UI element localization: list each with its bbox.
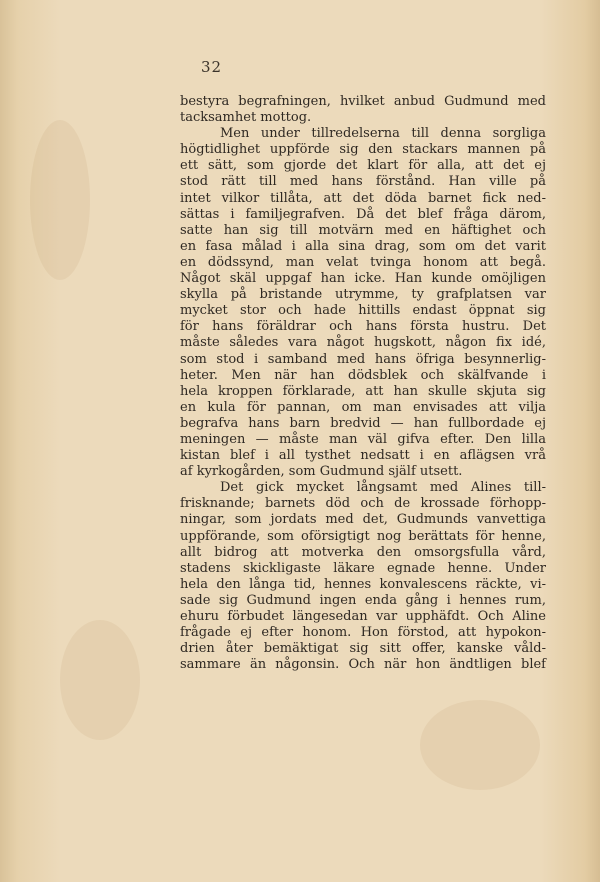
body-text (180, 94, 546, 673)
text-line: bestyra begrafningen, hvilket anbud Gudmund med (180, 94, 546, 109)
text-line: måste således vara något hugskott, någon fix idé, (180, 335, 546, 351)
text-line: mycket stor och hade hittills endast öppnat sig (180, 303, 546, 319)
text-line: kistan blef i all tysthet nedsatt i en aflägsen vrå (180, 448, 546, 464)
text-line: hela den långa tid, hennes konvalescens räckte, vi- (180, 576, 546, 592)
text-line: Det gick mycket långsamt med Alines till- (220, 480, 546, 496)
text-line: sade sig Gudmund ingen enda gång i hennes rum, (180, 592, 546, 608)
text-line: en fasa målad i alla sina drag, som om det varit (180, 238, 546, 254)
text-line: tacksamhet mottog. (180, 110, 312, 126)
text-line: för hans föräldrar och hans första hustru. Det (180, 319, 546, 335)
paper-stain (30, 120, 90, 280)
text-line: Något skäl uppgaf han icke. Han kunde omöjligen (180, 271, 546, 287)
text-line: ett sätt, som gjorde det klart för alla, att det ej (180, 158, 546, 174)
paper-stain (60, 620, 140, 740)
text-line: frisknande; barnets död och de krossade förhopp- (180, 496, 546, 512)
text-line: drien åter bemäktigat sig sitt offer, kanske våld- (180, 641, 546, 657)
text-line: sättas i familjegrafven. Då det blef fråga därom, (180, 206, 546, 222)
paper-stain (420, 700, 540, 790)
text-line: satte han sig till motvärn med en häftighet och (180, 222, 546, 238)
text-line: uppförande, som oförsigtigt nog berättats för henne, (180, 528, 546, 544)
text-line: ehuru förbudet längesedan var upphäfdt. Och Aline (180, 609, 546, 624)
text-line: ningar, som jordats med det, Gudmunds vanvettiga (180, 512, 546, 528)
text-line: heter. Men när han dödsblek och skälfvande i (180, 367, 546, 383)
text-line: sammare än någonsin. Och när hon ändtligen blef (180, 657, 546, 673)
text-line: begrafva hans barn bredvid — han fullbordade ej (180, 415, 546, 431)
text-line: Men under tillredelserna till denna sorgliga (220, 126, 546, 142)
text-line: en kula för pannan, om man envisades att vilja (180, 399, 546, 415)
text-line: en dödssynd, man velat tvinga honom att begå. (180, 254, 546, 270)
text-line: af kyrkogården, som Gudmund själf utsett. (180, 464, 463, 480)
text-line: intet vilkor tillåta, att det döda barnet fick ned- (180, 190, 546, 206)
page-number: 32 (201, 58, 223, 76)
text-line: stod rätt till med hans förstånd. Han ville på (180, 174, 546, 190)
text-line: som stod i samband med hans öfriga besynnerlig- (180, 351, 546, 367)
text-line: högtidlighet uppförde sig den stackars mannen på (180, 142, 546, 158)
text-line: skylla på bristande utrymme, ty grafplatsen var (180, 287, 546, 303)
text-line: allt bidrog att motverka den omsorgsfulla vård, (180, 544, 546, 560)
text-line: stadens skickligaste läkare egnade henne. Under (180, 560, 546, 576)
text-line: frågade ej efter honom. Hon förstod, att hypokon- (180, 625, 546, 641)
text-line: meningen — måste man väl gifva efter. Den lilla (180, 431, 546, 447)
text-line: hela kroppen förklarade, att han skulle skjuta sig (180, 383, 546, 399)
